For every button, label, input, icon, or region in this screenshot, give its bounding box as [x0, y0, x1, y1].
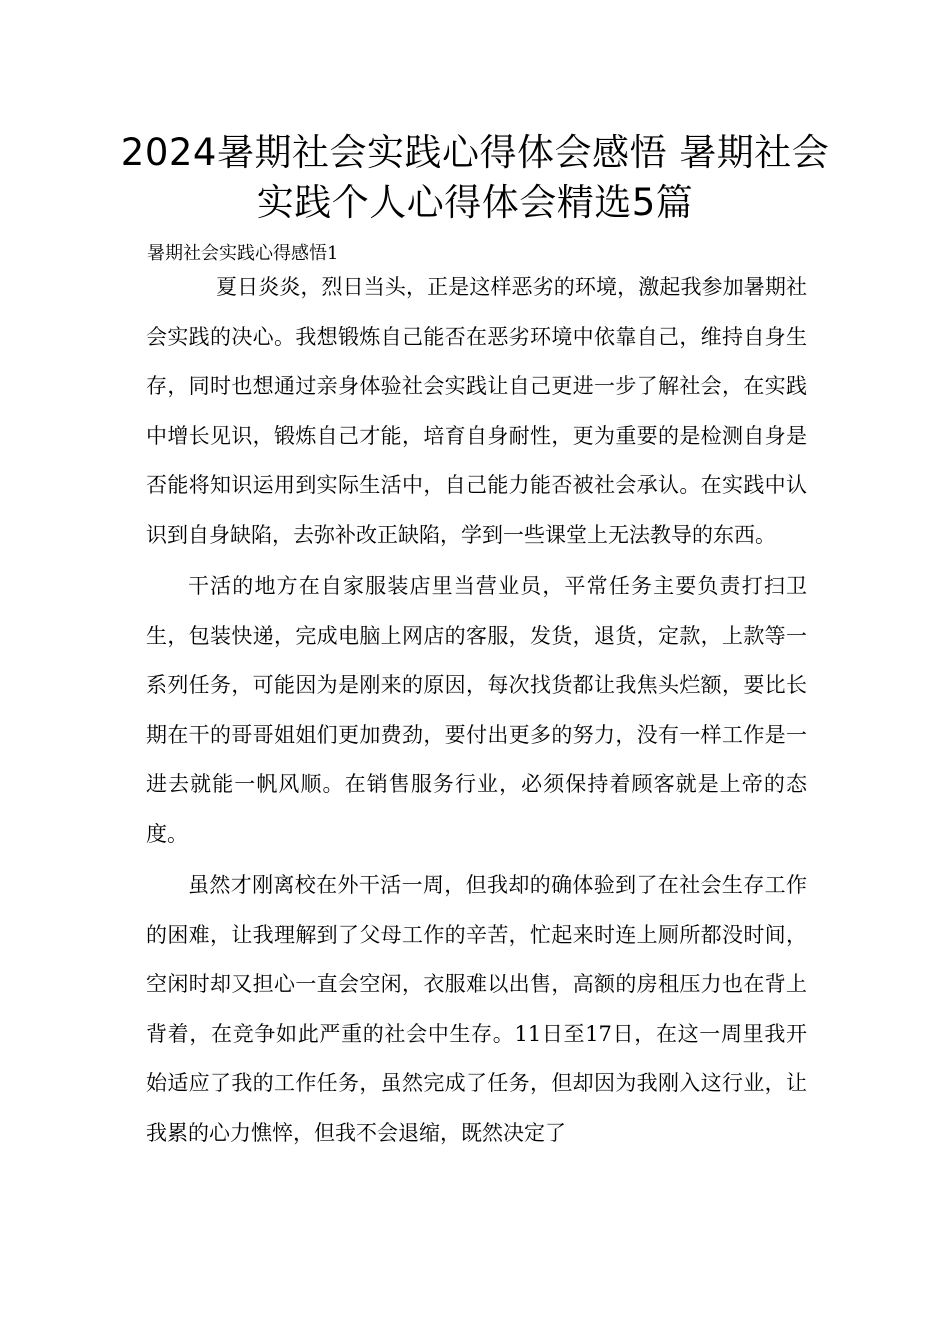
- document-title: 2024暑期社会实践心得体会感悟 暑期社会实践个人心得体会精选5篇: [120, 131, 830, 224]
- paragraph-2: 干活的地方在自家服装店里当营业员，平常任务主要负责打扫卫生，包装快递，完成电脑上网店的客服，发货，退货，定款，上款等一系列任务，可能因为是刚来的原因，每次找货都让我焦头烂额，要比长期在干的哥哥姐姐们更加费劲，要付出更多的努力，没有一样工作是一进去就能一帆风顺。在销售服务行业，必须保持着顾客就是上帝的态度。: [146, 574, 807, 846]
- paragraph-3: 虽然才刚离校在外干活一周，但我却的确体验到了在社会生存工作的困难，让我理解到了父母工作的辛苦，忙起来时连上厕所都没时间，空闲时却又担心一直会空闲，衣服难以出售，高额的房租压力也在背上背着，在竞争如此严重的社会中生存。11日至17日，在这一周里我开始适应了我的工作任务，虽然完成了任务，但却因为我刚入这行业，让我累的心力憔悴，但我不会退缩，既然决定了: [146, 873, 807, 1145]
- document-body: [146, 263, 807, 1160]
- paragraph-1: 夏日炎炎，烈日当头，正是这样恶劣的环境，激起我参加暑期社会实践的决心。我想锻炼自己能否在恶劣环境中依靠自己，维持自身生存，同时也想通过亲身体验社会实践让自己更进一步了解社会，在实践中增长见识，锻炼自己才能，培育自身耐性，更为重要的是检测自身是否能将知识运用到实际生活中，自己能力能否被社会承认。在实践中认识到自身缺陷，去弥补改正缺陷，学到一些课堂上无法教导的东西。: [146, 275, 807, 547]
- section-heading: 暑期社会实践心得感悟1: [147, 243, 339, 264]
